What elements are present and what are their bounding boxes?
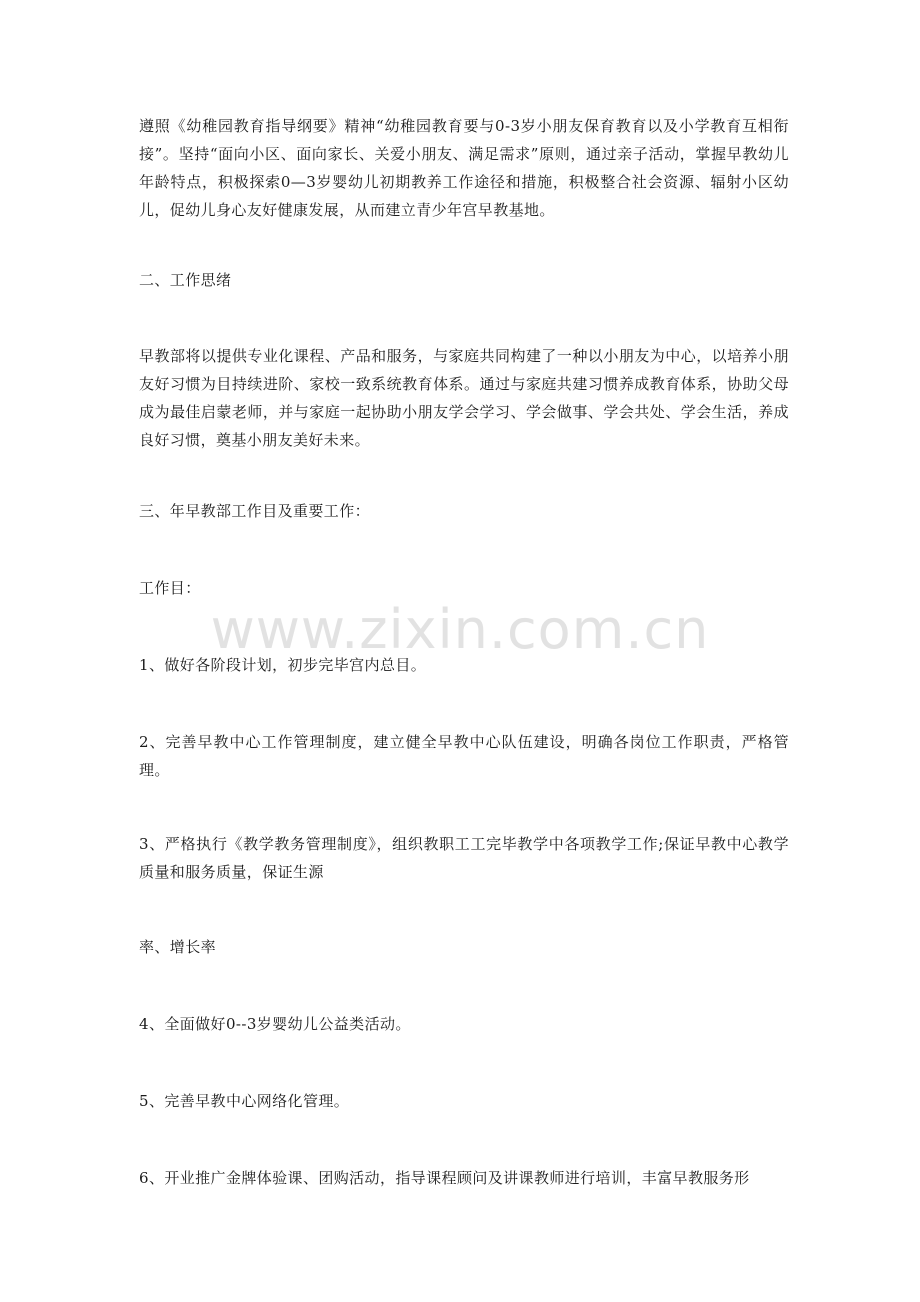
- section-heading-work-thoughts: 二、工作思绪: [139, 271, 232, 289]
- goals-label: 工作目：: [139, 579, 201, 597]
- goal-item-6: 6、开业推广金牌体验课、团购活动，指导课程顾问及讲课教师进行培训，丰富早教服务形: [139, 1169, 750, 1187]
- intro-paragraph: 遵照《幼稚园教育指导纲要》精神“幼稚园教育要与0-3岁小朋友保育教育以及小学教育互相衔接”。坚持“面向小区、面向家长、关爱小朋友、满足需求”原则，通过亲子活动，掌握早教幼儿年龄特点，积极探索0—3岁婴幼儿初期教养工作途径和措施，积极整合社会资源、辐射小区幼儿，促幼儿身心友好健康发展，从而建立青少年宫早教基地。: [139, 117, 789, 219]
- section-heading-goals: 三、年早教部工作目及重要工作：: [139, 502, 371, 520]
- work-thoughts-paragraph: 早教部将以提供专业化课程、产品和服务，与家庭共同构建了一种以小朋友为中心，以培养小朋友好习惯为目持续进阶、家校一致系统教育体系。通过与家庭共建习惯养成教育体系，协助父母成为最佳启蒙老师，并与家庭一起协助小朋友学会学习、学会做事、学会共处、学会生活，养成良好习惯，奠基小朋友美好未来。: [139, 347, 789, 449]
- goal-item-5: 5、完善早教中心网络化管理。: [139, 1092, 350, 1110]
- goal-item-3-continued: 率、增长率: [139, 938, 217, 956]
- watermark-text: www.zixin.com.cn: [210, 598, 710, 661]
- goal-item-1: 1、做好各阶段计划，初步完毕宫内总目。: [139, 656, 427, 674]
- goal-item-3: 3、严格执行《教学教务管理制度》，组织教职工工完毕教学中各项教学工作;保证早教中心教学质量和服务质量，保证生源: [139, 835, 789, 881]
- goal-item-2: 2、完善早教中心工作管理制度，建立健全早教中心队伍建设，明确各岗位工作职责，严格管理。: [139, 733, 789, 779]
- goal-item-4: 4、全面做好0--3岁婴幼儿公益类活动。: [139, 1015, 411, 1033]
